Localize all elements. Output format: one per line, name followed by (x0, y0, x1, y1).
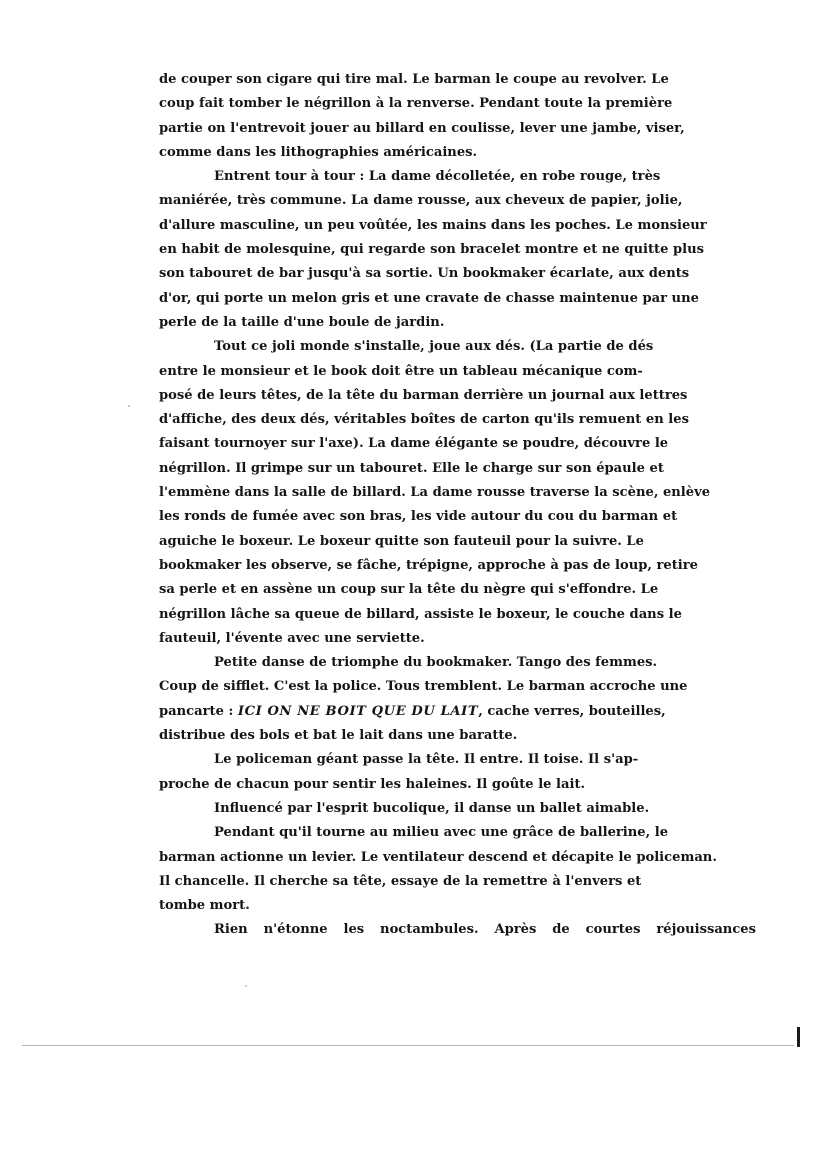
paragraph (159, 651, 756, 748)
text-line: Entrent tour à tour : La dame décolletée, en robe rouge, très (214, 169, 661, 185)
text-line: Rien n'étonne les noctambules. Après de courtes réjouissances (214, 922, 756, 938)
milk-sign-text: ICI ON NE BOIT QUE DU LAIT (237, 703, 479, 719)
text-line: tombe mort. (159, 898, 250, 914)
text-line: coup fait tomber le négrillon à la renverse. Pendant toute la première (159, 96, 673, 112)
paragraph (159, 335, 756, 651)
text-line: d'affiche, des deux dés, véritables boîtes de carton qu'ils remuent en les (159, 412, 689, 428)
text-line: maniérée, très commune. La dame rousse, aux cheveux de papier, jolie, (159, 193, 683, 209)
text-line: partie on l'entrevoit jouer au billard en coulisse, lever une jambe, viser, (159, 120, 685, 136)
text-line: Tout ce joli monde s'installe, joue aux dés. (La partie de dés (214, 339, 654, 355)
text-line: sa perle et en assène un coup sur la tête du nègre qui s'effondre. Le (159, 582, 659, 598)
text-line: Coup de sifflet. C'est la police. Tous tremblent. Le barman accroche une (159, 679, 688, 695)
text-line: distribue des bols et bat le lait dans une baratte. (159, 728, 518, 744)
text-line-segment: pancarte : (159, 703, 238, 719)
text-line: barman actionne un levier. Le ventilateur descend et décapite le policeman. (159, 849, 717, 865)
paragraph (159, 68, 756, 165)
scan-edge-mark (797, 1027, 800, 1047)
text-line: Il chancelle. Il cherche sa tête, essaye de la remettre à l'envers et (159, 873, 642, 889)
paragraph (159, 797, 756, 821)
scan-bottom-rule (22, 1045, 794, 1046)
text-line: Pendant qu'il tourne au milieu avec une grâce de ballerine, le (214, 825, 669, 841)
text-line: fauteuil, l'évente avec une serviette. (159, 630, 425, 646)
text-line: de couper son cigare qui tire mal. Le barman le coupe au revolver. Le (159, 72, 669, 87)
text-line: aguiche le boxeur. Le boxeur quitte son fauteuil pour la suivre. Le (159, 533, 644, 549)
text-line: négrillon. Il grimpe sur un tabouret. Elle le charge sur son épaule et (159, 460, 664, 476)
paragraph (159, 821, 756, 918)
text-line: Influencé par l'esprit bucolique, il danse un ballet aimable. (214, 800, 650, 816)
text-line: Le policeman géant passe la tête. Il entre. Il toise. Il s'ap- (214, 752, 639, 768)
text-line: son tabouret de bar jusqu'à sa sortie. Un bookmaker écarlate, aux dents (159, 266, 690, 282)
text-line: d'or, qui porte un melon gris et une cravate de chasse maintenue par une (159, 290, 699, 306)
scan-speck (128, 405, 130, 407)
scan-speck (245, 985, 247, 987)
text-line: Petite danse de triomphe du bookmaker. Tango des femmes. (214, 655, 658, 671)
text-line: entre le monsieur et le book doit être un tableau mécanique com- (159, 363, 643, 379)
text-line: bookmaker les observe, se fâche, trépigne, approche à pas de loup, retire (159, 557, 698, 573)
text-line: négrillon lâche sa queue de billard, assiste le boxeur, le couche dans le (159, 606, 682, 622)
paragraph (159, 918, 756, 942)
text-line: les ronds de fumée avec son bras, les vide autour du cou du barman et (159, 509, 678, 525)
text-line: faisant tournoyer sur l'axe). La dame élégante se poudre, découvre le (159, 436, 669, 452)
text-line: comme dans les lithographies américaines. (159, 144, 478, 160)
text-line: perle de la taille d'une boule de jardin. (159, 314, 445, 330)
text-line: proche de chacun pour sentir les haleines. Il goûte le lait. (159, 776, 586, 792)
text-line: en habit de molesquine, qui regarde son bracelet montre et ne quitte plus (159, 242, 704, 258)
text-line: posé de leurs têtes, de la tête du barman derrière un journal aux lettres (159, 387, 688, 403)
text-line: d'allure masculine, un peu voûtée, les mains dans les poches. Le monsieur (159, 217, 707, 233)
text-line: l'emmène dans la salle de billard. La dame rousse traverse la scène, enlève (159, 485, 711, 501)
text-line-segment: , cache verres, bouteilles, (478, 703, 666, 719)
paragraph (159, 165, 756, 335)
paragraph (159, 748, 756, 797)
page-text-body (159, 68, 756, 943)
